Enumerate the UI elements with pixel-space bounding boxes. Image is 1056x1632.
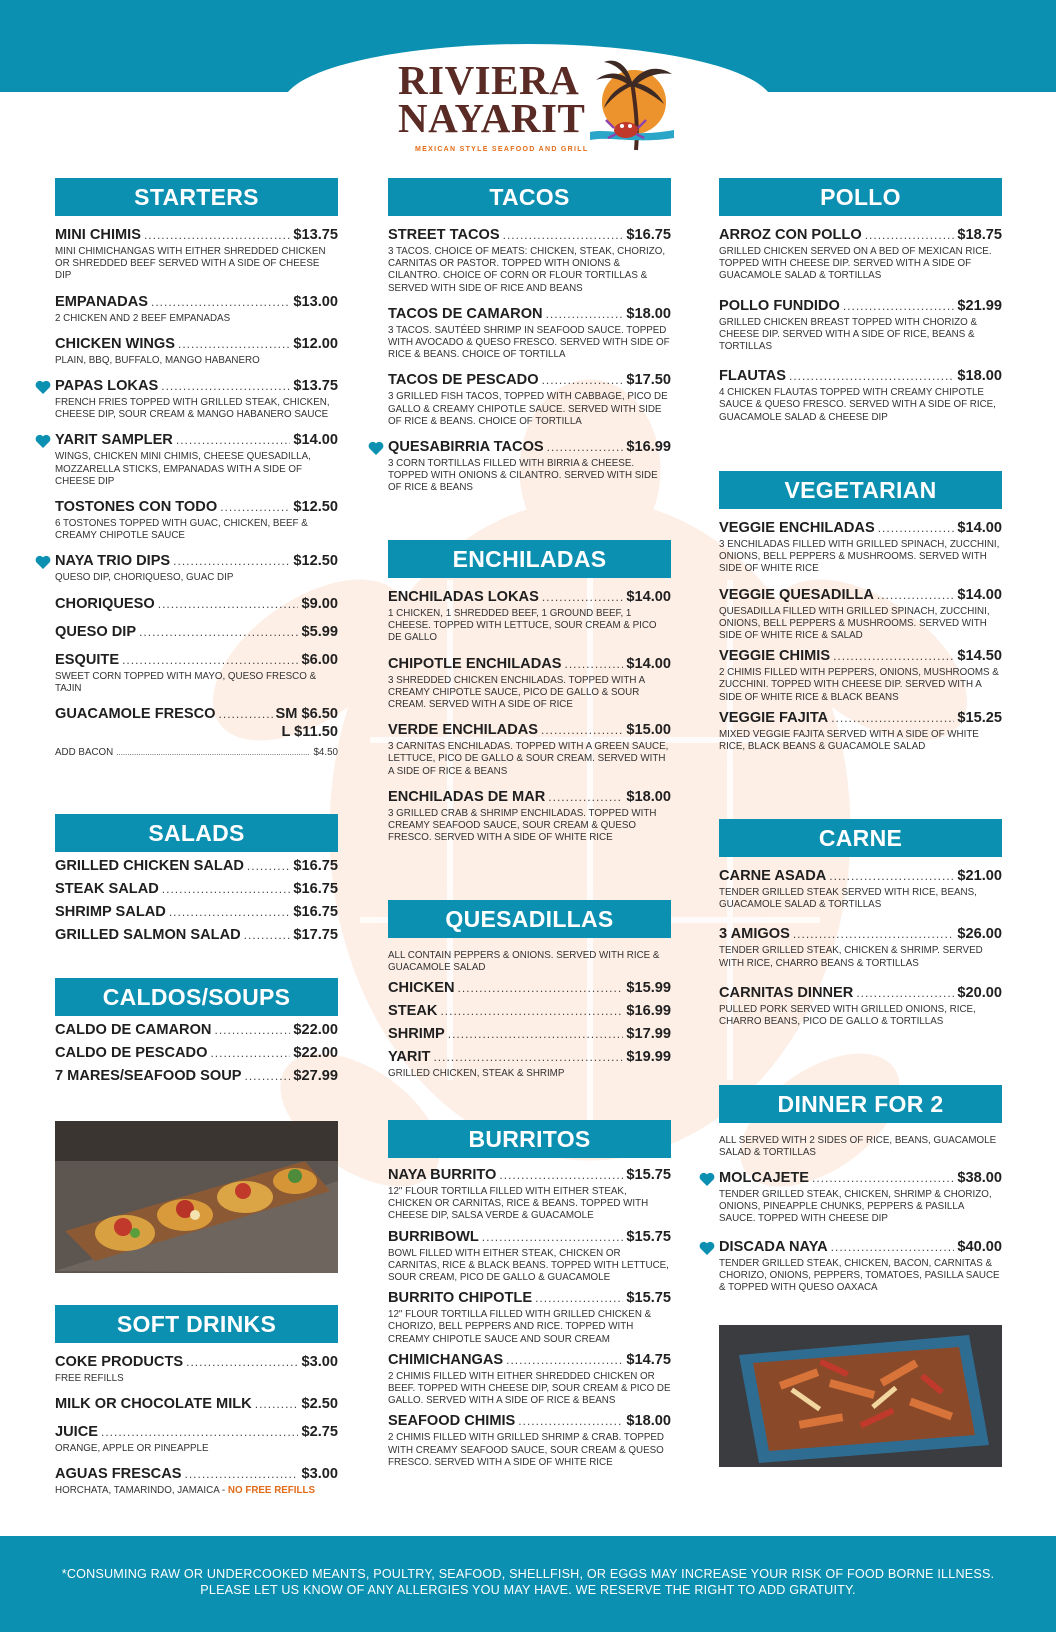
menu-item [719, 1238, 1002, 1295]
menu-item [55, 1423, 338, 1455]
menu-item [55, 431, 338, 488]
item-name: CARNITAS DINNER [719, 984, 854, 1001]
enchiladas-header: ENCHILADAS [388, 540, 671, 578]
item-description: 6 TOSTONES TOPPED WITH GUAC, CHICKEN, BEEF & CREAMY CHIPOTLE SAUCE [55, 518, 308, 542]
item-price: $14.00 [957, 520, 1002, 536]
item-description: ORANGE, APPLE OR PINEAPPLE [55, 1443, 209, 1455]
item-price: $18.00 [626, 1413, 671, 1430]
item-name: CHORIQUESO [55, 595, 155, 612]
menu-item [388, 788, 671, 845]
item-price: $27.99 [293, 1068, 338, 1084]
item-price: $13.75 [293, 227, 338, 243]
item-description: MIXED VEGGIE FAJITA SERVED WITH A SIDE OF WHITE RICE, BLACK BEANS & GUACAMOLE SALAD [719, 728, 979, 753]
item-price: $3.00 [301, 1354, 338, 1370]
dinner-for-two-header: DINNER FOR 2 [719, 1085, 1002, 1123]
item-price: $14.50 [957, 648, 1002, 665]
menu-item [55, 335, 338, 367]
item-name: VEGGIE QUESADILLA [719, 586, 874, 603]
menu-item [388, 979, 671, 997]
item-name: BURRIBOWL [388, 1228, 479, 1245]
menu-item [55, 880, 338, 898]
vegetarian-section [719, 471, 1002, 753]
item-description: BOWL FILLED WITH EITHER STEAK, CHICKEN OR CARNITAS, RICE & BLACK BEANS. TOPPED WITH LETTUCE, SOUR CREAM, PICO DE GALLO & GUACAMOLE [388, 1247, 669, 1284]
item-name: JUICE [55, 1424, 98, 1441]
menu-item [55, 1353, 338, 1385]
menu-item [55, 857, 338, 875]
item-price: $2.50 [301, 1396, 338, 1413]
item-description: PLAIN, BBQ, BUFFALO, MANGO HABANERO [55, 354, 260, 366]
soups-section [55, 978, 338, 1085]
item-price: $14.00 [957, 586, 1002, 603]
item-name: SEAFOOD CHIMIS [388, 1413, 516, 1430]
item-price: $15.99 [626, 980, 671, 996]
menu-item [388, 1002, 671, 1020]
item-name: QUESABIRRIA TACOS [388, 439, 544, 456]
footer-disclaimer [0, 1536, 1056, 1632]
menu-item [55, 293, 338, 325]
starters-header: STARTERS [55, 178, 338, 216]
item-description: 3 GRILLED CRAB & SHRIMP ENCHILADAS. TOPPED WITH CREAMY SEAFOOD SAUCE, SOUR CREAM & QUESO FRESCO. SERVED WITH A SIDE OF WHITE RICE [388, 807, 657, 844]
item-price: $16.75 [293, 858, 338, 874]
item-price: $12.50 [293, 499, 338, 516]
item-price: $15.00 [626, 722, 671, 739]
quesadillas-section [388, 900, 671, 1080]
heart-icon [368, 441, 384, 455]
item-price: $13.75 [293, 378, 338, 395]
item-price-large: L $11.50 [281, 724, 338, 741]
item-price: $16.99 [626, 1003, 671, 1019]
item-price: $12.50 [293, 553, 338, 570]
item-price: $16.75 [293, 904, 338, 920]
enchiladas-section [388, 540, 671, 844]
item-price: $21.99 [957, 297, 1002, 314]
item-price: $17.75 [293, 927, 338, 943]
item-name: QUESO DIP [55, 623, 137, 640]
item-name: CHIMICHANGAS [388, 1351, 504, 1368]
item-name: SHRIMP [388, 1026, 445, 1042]
item-name: CALDO DE PESCADO [55, 1045, 208, 1061]
item-name: STEAK [388, 1003, 438, 1019]
item-price: $15.75 [626, 1228, 671, 1245]
footer-line2: PLEASE LET US KNOW OF ANY ALLERGIES YOU MAY HAVE. WE RESERVE THE RIGHT TO ADD GRATUITY. [200, 1583, 856, 1597]
item-price: $14.00 [293, 432, 338, 449]
item-price: $15.75 [626, 1290, 671, 1307]
item-name: AGUAS FRESCAS [55, 1466, 182, 1483]
menu-item [388, 226, 671, 295]
carne-section [719, 819, 1002, 1028]
item-description: GRILLED CHICKEN BREAST TOPPED WITH CHORIZO & CHEESE DIP. SERVED WITH A SIDE OF RICE, BEANS & TORTILLAS [719, 316, 978, 353]
item-description: 3 CORN TORTILLAS FILLED WITH BIRRIA & CHEESE. TOPPED WITH ONIONS & CILANTRO. SERVED WITH SIDE OF RICE & BEANS [388, 458, 658, 494]
item-name: ARROZ CON POLLO [719, 227, 862, 243]
heart-icon [699, 1241, 715, 1255]
item-name: CALDO DE CAMARON [55, 1022, 212, 1038]
item-name: ENCHILADAS DE MAR [388, 788, 546, 805]
item-name: SHRIMP SALAD [55, 904, 166, 920]
menu-item [55, 903, 338, 921]
menu-item [719, 984, 1002, 1028]
item-description: QUESADILLA FILLED WITH GRILLED SPINACH, ZUCCHINI, ONIONS, BELL PEPPERS & MUSHROOMS. SERVED WITH SIDE OF WHITE RICE & SALAD [719, 605, 990, 642]
item-name: CHICKEN WINGS [55, 335, 175, 352]
item-name: TACOS DE CAMARON [388, 305, 543, 322]
item-description: GRILLED CHICKEN, STEAK & SHRIMP [388, 1068, 565, 1079]
menu-item [55, 1067, 338, 1085]
item-price: $18.00 [626, 788, 671, 805]
quesadillas-header: QUESADILLAS [388, 900, 671, 938]
brand-name-line1: RIVIERA [398, 57, 580, 103]
item-name: GRILLED SALMON SALAD [55, 927, 241, 943]
item-name: STREET TACOS [388, 227, 500, 243]
vegetarian-header: VEGETARIAN [719, 471, 1002, 509]
item-name: MINI CHIMIS [55, 227, 141, 243]
menu-item [388, 371, 671, 428]
menu-item [388, 1412, 671, 1469]
item-name: STEAK SALAD [55, 881, 159, 897]
item-name: MOLCAJETE [719, 1170, 809, 1186]
item-price: $14.75 [626, 1351, 671, 1368]
menu-item [388, 1025, 671, 1043]
item-name: MILK OR CHOCOLATE MILK [55, 1396, 252, 1413]
item-name: ESQUITE [55, 651, 120, 668]
item-price: $21.00 [957, 868, 1002, 884]
salads-header: SALADS [55, 814, 338, 852]
item-price: $12.00 [293, 335, 338, 352]
item-description: TENDER GRILLED STEAK, CHICKEN, BACON, CARNITAS & CHORIZO, ONIONS, PEPPERS, TOMATOES, PASILLA SAUCE & TOPPED WITH QUESO OAXACA [719, 1257, 1000, 1294]
pollo-section [719, 178, 1002, 424]
menu-item [719, 586, 1002, 643]
menu-item [55, 1021, 338, 1039]
item-name: VERDE ENCHILADAS [388, 722, 539, 739]
item-name: ENCHILADAS LOKAS [388, 589, 539, 605]
item-price: $18.75 [957, 227, 1002, 243]
item-name: VEGGIE ENCHILADAS [719, 520, 875, 536]
menu-item [388, 721, 671, 778]
tacos-section [388, 178, 671, 495]
item-description: 3 SHREDDED CHICKEN ENCHILADAS. TOPPED WITH A CREAMY CHIPOTLE SAUCE, PICO DE GALLO & SOUR CREAM. SERVED WITH A SIDE OF RICE [388, 674, 645, 711]
item-name: 3 AMIGOS [719, 926, 790, 943]
item-name: GUACAMOLE FRESCO [55, 706, 216, 723]
salads-section [55, 814, 338, 944]
item-name: POLLO FUNDIDO [719, 297, 840, 314]
item-price: $17.50 [626, 372, 671, 389]
item-name: DISCADA NAYA [719, 1238, 828, 1255]
item-description: GRILLED CHICKEN SERVED ON A BED OF MEXICAN RICE. TOPPED WITH CHEESE DIP. SERVED WITH A SIDE OF GUACAMOLE SALAD & TORTILLAS [719, 246, 992, 282]
addon-row [55, 747, 338, 759]
item-description: 12" FLOUR TORTILLA FILLED WITH EITHER STEAK, CHICKEN OR CARNITAS, RICE & BEANS. TOPPED WITH CHEESE DIP, SALSA VERDE & GUACAMOLE [388, 1186, 649, 1222]
food-photo-discada [719, 1325, 1002, 1467]
tacos-header: TACOS [388, 178, 671, 216]
item-price: $15.25 [957, 709, 1002, 726]
pollo-header: POLLO [719, 178, 1002, 216]
menu-item [719, 925, 1002, 969]
item-description: 3 CARNITAS ENCHILADAS. TOPPED WITH A GREEN SAUCE, LETTUCE, PICO DE GALLO & SOUR CREAM. SERVED WITH A SIDE OF RICE & BEANS [388, 741, 669, 777]
brand-name-line2: NAYARIT [398, 95, 586, 141]
menu-item [55, 552, 338, 584]
menu-item [55, 226, 338, 283]
menu-item [388, 1048, 671, 1080]
item-description-text: HORCHATA, TAMARINDO, JAMAICA - [55, 1485, 228, 1497]
menu-item [719, 367, 1002, 424]
item-description: QUESO DIP, CHORIQUESO, GUAC DIP [55, 572, 234, 584]
menu-item [388, 305, 671, 362]
item-price: $13.00 [293, 293, 338, 310]
menu-item [719, 297, 1002, 354]
item-description: 2 CHIMIS FILLED WITH GRILLED SHRIMP & CRAB. TOPPED WITH CREAMY SEAFOOD SAUCE, SOUR CREAM & QUESO FRESCO. SERVED WITH A SIDE OF WHITE RICE [388, 1432, 665, 1468]
item-name: CHIPOTLE ENCHILADAS [388, 655, 562, 672]
item-name: TACOS DE PESCADO [388, 372, 539, 389]
menu-item [388, 1166, 671, 1223]
menu-item [719, 519, 1002, 576]
item-description: 3 TACOS. CHOICE OF MEATS: CHICKEN, STEAK, CHORIZO, CARNITAS OR PASTOR. TOPPED WITH ONIONS & CILANTRO. CHOICE OF CORN OR FLOUR TORTILLAS & SERVED WITH SIDE OF RICE AND BEANS [388, 246, 666, 294]
item-price: $20.00 [957, 984, 1002, 1001]
menu-item [719, 867, 1002, 911]
menu-item [55, 1465, 338, 1497]
item-price: $26.00 [957, 926, 1002, 943]
item-description: PULLED PORK SERVED WITH GRILLED ONIONS, RICE, CHARRO BEANS, PICO DE GALLO & TORTILLAS [719, 1003, 976, 1028]
drinks-section [55, 1305, 338, 1498]
item-price: $14.00 [626, 655, 671, 672]
menu-item [388, 1228, 671, 1285]
item-name: PAPAS LOKAS [55, 378, 159, 395]
dinner-for-two-note: ALL SERVED WITH 2 SIDES OF RICE, BEANS, GUACAMOLE SALAD & TORTILLAS [719, 1135, 997, 1158]
menu-item [55, 926, 338, 944]
item-name: NAYA TRIO DIPS [55, 553, 171, 570]
menu-item [55, 498, 338, 542]
item-description: MINI CHIMICHANGAS WITH EITHER SHREDDED CHICKEN OR SHREDDED BEEF SERVED WITH A SIDE OF CHEESE DIP [55, 246, 326, 282]
menu-item [55, 705, 338, 759]
item-price: $2.75 [301, 1424, 338, 1441]
heart-icon [35, 555, 51, 569]
item-price: $9.00 [301, 595, 338, 612]
no-refills-note: NO FREE REFILLS [227, 1485, 316, 1497]
addon-price: $4.50 [313, 747, 338, 759]
soups-header: CALDOS/SOUPS [55, 978, 338, 1016]
heart-icon [35, 380, 51, 394]
item-description: FREE REFILLS [55, 1373, 124, 1384]
item-price: $5.99 [301, 623, 338, 640]
item-name: BURRITO CHIPOTLE [388, 1290, 533, 1307]
item-price: $18.00 [626, 305, 671, 322]
menu-item [55, 651, 338, 695]
item-description: 2 CHIMIS FILLED WITH PEPPERS, ONIONS, MUSHROOMS & ZUCCHINI. TOPPED WITH CHEESE DIP. SERVED WITH A SIDE OF WHITE RICE & BLACK BEANS [719, 667, 999, 703]
item-price: $15.75 [626, 1167, 671, 1183]
item-name: YARIT [388, 1049, 431, 1065]
menu-item [55, 1395, 338, 1413]
item-name: CHICKEN [388, 980, 455, 996]
item-description: FRENCH FRIES TOPPED WITH GRILLED STEAK, CHICKEN, CHEESE DIP, SOUR CREAM & MANGO HABANERO SAUCE [55, 397, 330, 421]
item-name: GRILLED CHICKEN SALAD [55, 858, 244, 874]
menu-item [719, 647, 1002, 704]
item-name: 7 MARES/SEAFOOD SOUP [55, 1068, 242, 1084]
item-price: $16.99 [626, 439, 671, 456]
item-description: 3 GRILLED FISH TACOS, TOPPED WITH CABBAGE, PICO DE GALLO & CREAMY CHIPOTLE SAUCE. SERVED WITH SIDE OF RICE & BEANS. CHOICE OF TORTILLA [388, 391, 668, 427]
item-name: EMPANADAS [55, 293, 148, 310]
item-price: $22.00 [293, 1022, 338, 1038]
item-price: $22.00 [293, 1045, 338, 1061]
item-description [55, 1485, 338, 1497]
food-photo-tostones [55, 1121, 338, 1273]
menu-item [388, 1351, 671, 1408]
burritos-header: BURRITOS [388, 1120, 671, 1158]
addon-label: ADD BACON [55, 747, 114, 759]
item-name: NAYA BURRITO [388, 1167, 497, 1183]
item-price: $6.00 [301, 651, 338, 668]
item-price: SM $6.50 [275, 706, 338, 723]
quesadillas-note: ALL CONTAIN PEPPERS & ONIONS. SERVED WITH RICE & GUACAMOLE SALAD [388, 950, 660, 973]
item-description: 4 CHICKEN FLAUTAS TOPPED WITH CREAMY CHIPOTLE SAUCE & QUESO FRESCO. SERVED WITH A SIDE OF RICE, GUACAMOLE SALAD & CHEESE DIP [719, 387, 996, 423]
item-description: 2 CHICKEN AND 2 BEEF EMPANADAS [55, 312, 231, 324]
item-name: VEGGIE CHIMIS [719, 648, 831, 665]
item-description: 3 ENCHILADAS FILLED WITH GRILLED SPINACH, ZUCCHINI, ONIONS, BELL PEPPERS & MUSHROOMS. SERVED WITH SIDE OF WHITE RICE [719, 539, 1000, 575]
heart-icon [699, 1172, 715, 1186]
item-name: CARNE ASADA [719, 868, 827, 884]
item-price: $38.00 [957, 1170, 1002, 1186]
item-price: $3.00 [301, 1466, 338, 1483]
brand-tagline: MEXICAN STYLE SEAFOOD AND GRILL [415, 146, 589, 153]
menu-item [719, 709, 1002, 753]
brand-logo [398, 58, 698, 158]
item-price: $16.75 [626, 227, 671, 243]
item-price: $17.99 [626, 1026, 671, 1042]
menu-item [388, 655, 671, 712]
menu-item [55, 377, 338, 421]
item-price: $40.00 [957, 1238, 1002, 1255]
item-price: $16.75 [293, 881, 338, 897]
item-description: WINGS, CHICKEN MINI CHIMIS, CHEESE QUESADILLA, MOZZARELLA STICKS, EMPANADAS WITH A SIDE OF CHEESE DIP [55, 451, 311, 487]
item-name: TOSTONES CON TODO [55, 499, 218, 516]
menu-item [55, 1044, 338, 1062]
menu-item [719, 226, 1002, 283]
item-description: SWEET CORN TOPPED WITH MAYO, QUESO FRESCO & TAJIN [55, 670, 317, 694]
menu-item [55, 623, 338, 641]
palm-sun-crab-logo-icon [586, 58, 676, 158]
item-description: TENDER GRILLED STEAK, CHICKEN, SHRIMP & CHORIZO, ONIONS, PINEAPPLE CHUNKS, PEPPERS & PASILLA SAUCE. TOPPED WITH CHEESE DIP [719, 1189, 992, 1225]
footer-line1: *CONSUMING RAW OR UNDERCOOKED MEANTS, POULTRY, SEAFOOD, SHELLFISH, OR EGGS MAY INCREASE YOUR RISK OF FOOD BORNE ILLNESS. [61, 1567, 995, 1581]
item-price: $14.00 [626, 589, 671, 605]
item-name: FLAUTAS [719, 368, 787, 385]
item-description: TENDER GRILLED STEAK, CHICKEN & SHRIMP. SERVED WITH RICE, CHARRO BEANS & TORTILLAS [719, 945, 983, 969]
item-name: VEGGIE FAJITA [719, 709, 829, 726]
item-price: $19.99 [626, 1049, 671, 1065]
starters-section [55, 178, 338, 759]
item-price: $18.00 [957, 368, 1002, 385]
item-name: COKE PRODUCTS [55, 1354, 184, 1370]
menu-item [719, 1169, 1002, 1226]
item-name: YARIT SAMPLER [55, 432, 173, 449]
heart-icon [35, 434, 51, 448]
menu-item [55, 595, 338, 613]
dinner-for-two-section [719, 1085, 1002, 1294]
drinks-header: SOFT DRINKS [55, 1305, 338, 1343]
item-description: 1 CHICKEN, 1 SHREDDED BEEF, 1 GROUND BEEF, 1 CHEESE. TOPPED WITH LETTUCE, SOUR CREAM & PICO DE GALLO [388, 608, 657, 644]
menu-item [388, 588, 671, 645]
carne-header: CARNE [719, 819, 1002, 857]
item-description: TENDER GRILLED STEAK SERVED WITH RICE, BEANS, GUACAMOLE SALAD & TORTILLAS [719, 887, 977, 911]
menu-item [388, 438, 671, 495]
menu-item [388, 1289, 671, 1346]
item-description: 12" FLOUR TORTILLA FILLED WITH GRILLED CHICKEN & CHORIZO, BELL PEPPERS AND RICE. TOPPED WITH CREAMY CHIPOTLE SAUCE AND SOUR CREAM [388, 1309, 652, 1345]
item-description: 2 CHIMIS FILLED WITH EITHER SHREDDED CHICKEN OR BEEF. TOPPED WITH CHEESE DIP, SOUR CREAM & PICO DE GALLO. SERVED WITH A SIDE OF RICE & BEANS [388, 1370, 671, 1407]
burritos-section [388, 1120, 671, 1469]
item-description: 3 TACOS. SAUTÉED SHRIMP IN SEAFOOD SAUCE. TOPPED WITH AVOCADO & QUESO FRESCO. SERVED WITH SIDE OF RICE & BEANS. CHOICE OF TORTILLA [388, 324, 670, 361]
